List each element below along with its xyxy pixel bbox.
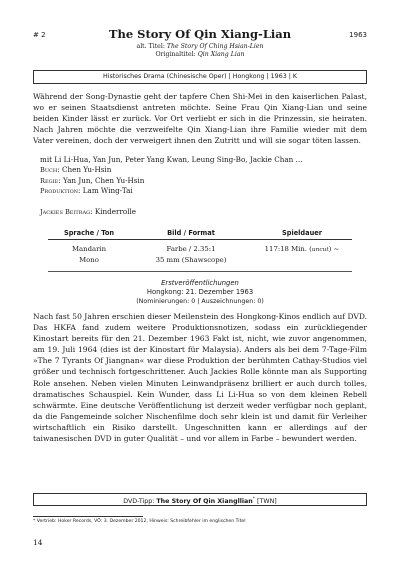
original-title-line: Originaltitel: Qin Xiang Lian — [155, 51, 245, 59]
book-credit: Buch: Chen Yu-Hsin — [40, 165, 112, 175]
genre-info-box: Historisches Drama (Chinesische Oper) | Hongkong | 1963 | K — [33, 70, 367, 84]
dvd-tip-box: DVD-Tipp: The Story Of Qin Xiangllian* [TWN] — [33, 493, 367, 506]
dvd-tip-title: The Story Of Qin Xiangllian — [156, 498, 253, 506]
release-year: 1963 — [349, 31, 367, 39]
jackie-contribution: Jackies Beitrag: Kinderrolle — [40, 207, 137, 216]
runtime-cell: 117:18 Min. (uncut) ~ — [264, 245, 340, 253]
synopsis-paragraph: Während der Song-Dynastie geht der tapfere Chen Shi-Mei in den kaiserlichen Palast, wo er seinen Staatsdienst antreten möchte. Seine Frau Qin Xiang-Lian und seine beiden Kinder lässt er zurück. Vor Ort verliebt er sich in die Prinzessin, sie heiraten. Nach Jahren möchte die verzweifelte Qin Xiang-Lian ihre Familie wieder mit dem Vater vereinen, doch der verweigert ihnen den Zutritt und will sie sogar töten lassen. — [33, 92, 367, 146]
release-heading: Erstveröffentlichungen — [161, 279, 239, 287]
awards-line: (Nominierungen: 0 | Auszeichnungen: 0) — [136, 298, 264, 305]
director-credit: Regie: Yan Jun, Chen Yu-Hsin — [40, 175, 145, 185]
original-title: Qin Xiang Lian — [197, 51, 245, 59]
alt-title: The Story Of Ching Hsian-Lien — [166, 43, 264, 50]
film-title: The Story Of Qin Xiang-Lian — [108, 27, 292, 41]
technical-table — [48, 227, 352, 272]
production-credit: Produktion: Lam Wing-Tai — [40, 186, 133, 196]
alternative-titles — [0, 43, 400, 59]
alt-title-line: alt. Titel: The Story Of Ching Hsian-Lien — [136, 43, 264, 50]
release-info — [0, 279, 400, 306]
table-bottom-rule — [48, 271, 352, 272]
header-language: Sprache / Ton — [63, 229, 115, 237]
language-cell: Mandarin Mono — [71, 245, 107, 264]
cast-line: mit Li Li-Hua, Yan Jun, Peter Yang Kwan, Leung Sing-Bo, Jackie Chan … — [40, 155, 303, 164]
table-header — [48, 227, 352, 240]
entry-number: # 2 — [33, 31, 46, 39]
footnote-rule — [33, 516, 143, 517]
footnote: * Vertrieb: Hoker Records, VÖ: 3. Dezember 2012, Hinweis: Schreibfehler im englischen Titel — [33, 519, 246, 524]
page-number: 14 — [33, 538, 43, 547]
header-format: Bild / Format — [167, 229, 215, 237]
header-runtime: Spieldauer — [281, 229, 323, 237]
release-date: Hongkong: 21. Dezember 1963 — [146, 288, 254, 296]
credits-block — [40, 155, 360, 197]
review-paragraph: Nach fast 50 Jahren erschien dieser Meilenstein des Hongkong-Kinos endlich auf DVD. Das HKFA fand zudem weitere Produktionsnotizen, sodass ein zurückliegender Kinostart bereits für den 21. Dezember 1963 Fakt ist, nicht, wie zuvor angenommen, am 19. Juli 1964 (dies ist der Kinostart für Malaysia). Anders als bei dem 7-Tage-Film »The 7 Tyrants Of Jiangnan« war diese Produktion der berühmten Cathay-Studios viel größer und technisch fortgeschrittener. Auch Jackies Rolle könnte man als Supporting Role ansehen. Neben vielen Minuten Leinwandpräsenz brilliert er auch durch tolles, dramatisches Schauspiel. Kein Wunder, dass Li Li-Hua so von dem kleinen Rebell schwärmte. Eine deutsche Veröffentlichung ist derzeit weder verfügbar noch geplant, da die Fangemeinde solcher Nischenfilme doch sehr klein ist und damit für Verleiher wirtschaftlich ein Risiko darstellt. Ungeschnitten kann er allerdings auf der taiwanesischen DVD in guter Qualität – und vor allem in Farbe – bewundert werden. — [33, 312, 367, 444]
table-row — [48, 240, 352, 266]
format-cell: Farbe / 2.35:1 35 mm (Shawscope) — [155, 245, 227, 264]
